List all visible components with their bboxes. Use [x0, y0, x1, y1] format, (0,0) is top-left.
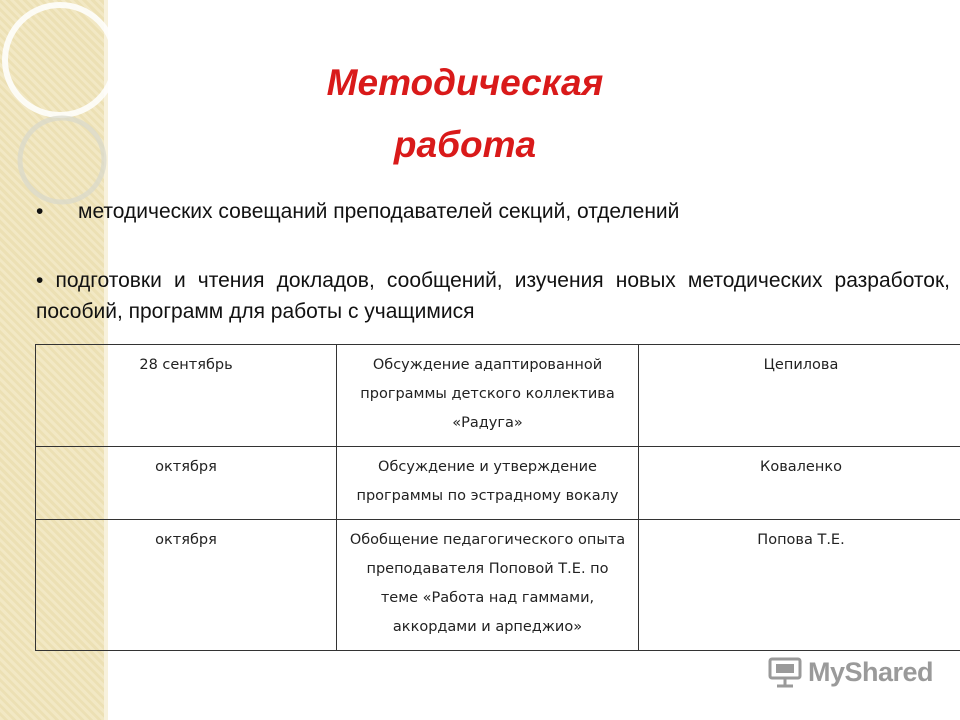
person-cell: Коваленко [639, 447, 960, 520]
table-row [36, 345, 960, 447]
topic-cell: Обобщение педагогического опыта преподавателя Поповой Т.Е. по теме «Работа над гаммами, аккордами и арпеджио» [337, 520, 639, 651]
table-row [36, 447, 960, 520]
date-cell: октября [36, 447, 337, 520]
bullet-marker: • [36, 200, 44, 223]
title-line-1: Методическая [326, 62, 604, 103]
person-cell: Попова Т.Е. [639, 520, 960, 651]
date-cell: октября [36, 520, 337, 651]
date-cell: 28 сентябрь [36, 345, 337, 447]
watermark-text: MyShared [808, 656, 934, 687]
bullet-item-1 [36, 200, 679, 224]
watermark-logo [768, 656, 933, 688]
title-line-2: работа [393, 124, 537, 165]
topic-cell: Обсуждение адаптированной программы детского коллектива «Радуга» [337, 345, 639, 447]
topic-cell: Обсуждение и утверждение программы по эстрадному вокалу [337, 447, 639, 520]
slide-title [250, 52, 680, 176]
presentation-board-icon [768, 656, 802, 688]
bullet-text-1: методических совещаний преподавателей секций, отделений [78, 200, 680, 223]
table-row [36, 520, 960, 651]
bullet-item-2: • подготовки и чтения докладов, сообщений, изучения новых методических разработок, пособий, программ для работы с учащимися [36, 269, 950, 323]
schedule-table [35, 344, 960, 651]
person-cell: Цепилова [639, 345, 960, 447]
